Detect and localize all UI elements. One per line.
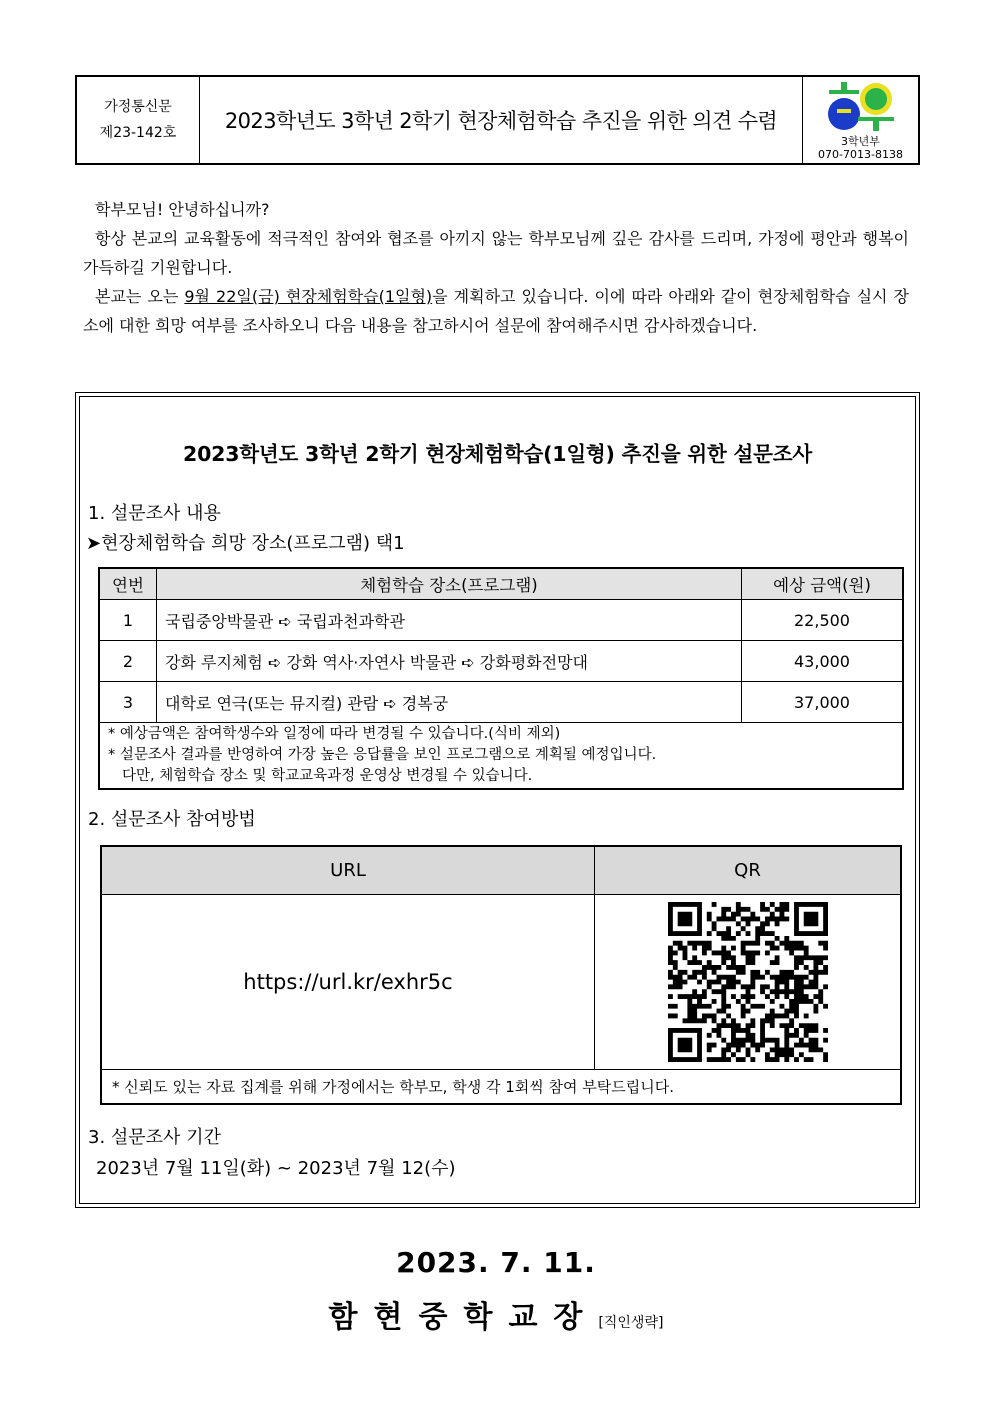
participation-note: * 신뢰도 있는 자료 집계를 위해 가정에서는 학부모, 학생 각 1회씩 참여 부탁드립니다. xyxy=(101,1070,901,1105)
doc-info xyxy=(77,77,200,163)
doc-number: 제23-142호 xyxy=(99,125,177,141)
section-1-heading: 1. 설문조사 내용 xyxy=(88,503,221,524)
survey-url-link[interactable]: https://url.kr/exhr5c xyxy=(243,970,453,994)
participation-row xyxy=(101,895,901,1070)
issue-date: 2023. 7. 11. xyxy=(396,1246,596,1279)
intro-paragraph-2 xyxy=(83,282,909,340)
row-no: 2 xyxy=(99,641,157,682)
participation-note-row xyxy=(101,1070,901,1105)
col-no: 연번 xyxy=(99,568,157,600)
row-no: 1 xyxy=(99,600,157,641)
section-3-heading: 3. 설문조사 기간 xyxy=(88,1127,221,1148)
survey-subheading: ➤현장체험학습 희망 장소(프로그램) 택1 xyxy=(86,533,405,554)
survey-title: 2023학년도 3학년 2학기 현장체험학습(1일형) 추진을 위한 설문조사 xyxy=(183,442,812,466)
col-cost: 예상 금액(원) xyxy=(742,568,904,600)
participation-table xyxy=(100,845,902,1105)
qr-header: QR xyxy=(595,846,902,895)
intro-p2-start: 본교는 오는 xyxy=(95,287,185,306)
section-2-heading: 2. 설문조사 참여방법 xyxy=(88,809,256,830)
row-cost: 37,000 xyxy=(742,682,904,723)
doc-type: 가정통신문 xyxy=(104,99,172,115)
note-3: 다만, 체험학습 장소 및 학교교육과정 운영상 변경될 수 있습니다. xyxy=(122,768,533,784)
survey-url-cell xyxy=(101,895,595,1070)
table-row xyxy=(99,641,903,682)
qr-cell xyxy=(595,895,902,1070)
dept-info xyxy=(802,77,918,163)
table-row xyxy=(99,682,903,723)
col-place: 체험학습 장소(프로그램) xyxy=(157,568,742,600)
intro-text xyxy=(83,195,909,340)
table-notes xyxy=(99,723,903,790)
signer-name: 함현중학교장 xyxy=(328,1300,599,1335)
survey-box xyxy=(75,392,920,1208)
table-row xyxy=(99,600,903,641)
note-2: * 설문조사 결과를 반영하여 가장 높은 응답률을 보인 프로그램으로 계획될 예정입니다. xyxy=(108,747,657,763)
row-place: 대학로 연극(또는 뮤지컬) 관람 ➪ 경복궁 xyxy=(157,682,742,723)
intro-paragraph-1: 항상 본교의 교육활동에 적극적인 참여와 협조를 아끼지 않는 학부모님께 깊은 감사를 드리며, 가정에 평안과 행복이 가득하길 기원합니다. xyxy=(83,229,909,277)
dept-phone: 070-7013-8138 xyxy=(818,148,903,161)
row-place: 강화 루지체험 ➪ 강화 역사·자연사 박물관 ➪ 강화평화전망대 xyxy=(157,641,742,682)
stamp-omitted: [직인생략] xyxy=(598,1315,664,1331)
notice-header xyxy=(75,75,920,165)
event-date: 9월 22일(금) 현장체험학습(1일형) xyxy=(184,287,433,306)
intro-p2-end: 을 계획하고 있습니다. 이에 따라 아래와 같이 현장체험학습 실시 장소에 대한 희망 여부를 조사하오니 다음 내용을 참고하시어 설문에 참여해주시면 감사하겠습니다. xyxy=(83,287,909,335)
table-notes-row xyxy=(99,723,903,790)
program-table xyxy=(98,567,904,790)
participation-header-row xyxy=(101,846,901,895)
table-header-row xyxy=(99,568,903,600)
row-cost: 43,000 xyxy=(742,641,904,682)
note-1: * 예상금액은 참여학생수와 일정에 따라 변경될 수 있습니다.(식비 제외) xyxy=(108,726,561,742)
row-no: 3 xyxy=(99,682,157,723)
school-logo-icon xyxy=(826,81,896,133)
qr-code-icon[interactable] xyxy=(668,902,828,1062)
url-header: URL xyxy=(101,846,595,895)
row-cost: 22,500 xyxy=(742,600,904,641)
greeting: 학부모님! 안녕하십니까? xyxy=(95,200,270,219)
row-place: 국립중앙박물관 ➪ 국립과천과학관 xyxy=(157,600,742,641)
survey-period: 2023년 7월 11일(화) ~ 2023년 7월 12(수) xyxy=(96,1158,456,1179)
notice-title: 2023학년도 3학년 2학기 현장체험학습 추진을 위한 의견 수렴 xyxy=(224,109,778,133)
signature-line xyxy=(0,1292,992,1336)
dept-name: 3학년부 xyxy=(841,135,880,148)
